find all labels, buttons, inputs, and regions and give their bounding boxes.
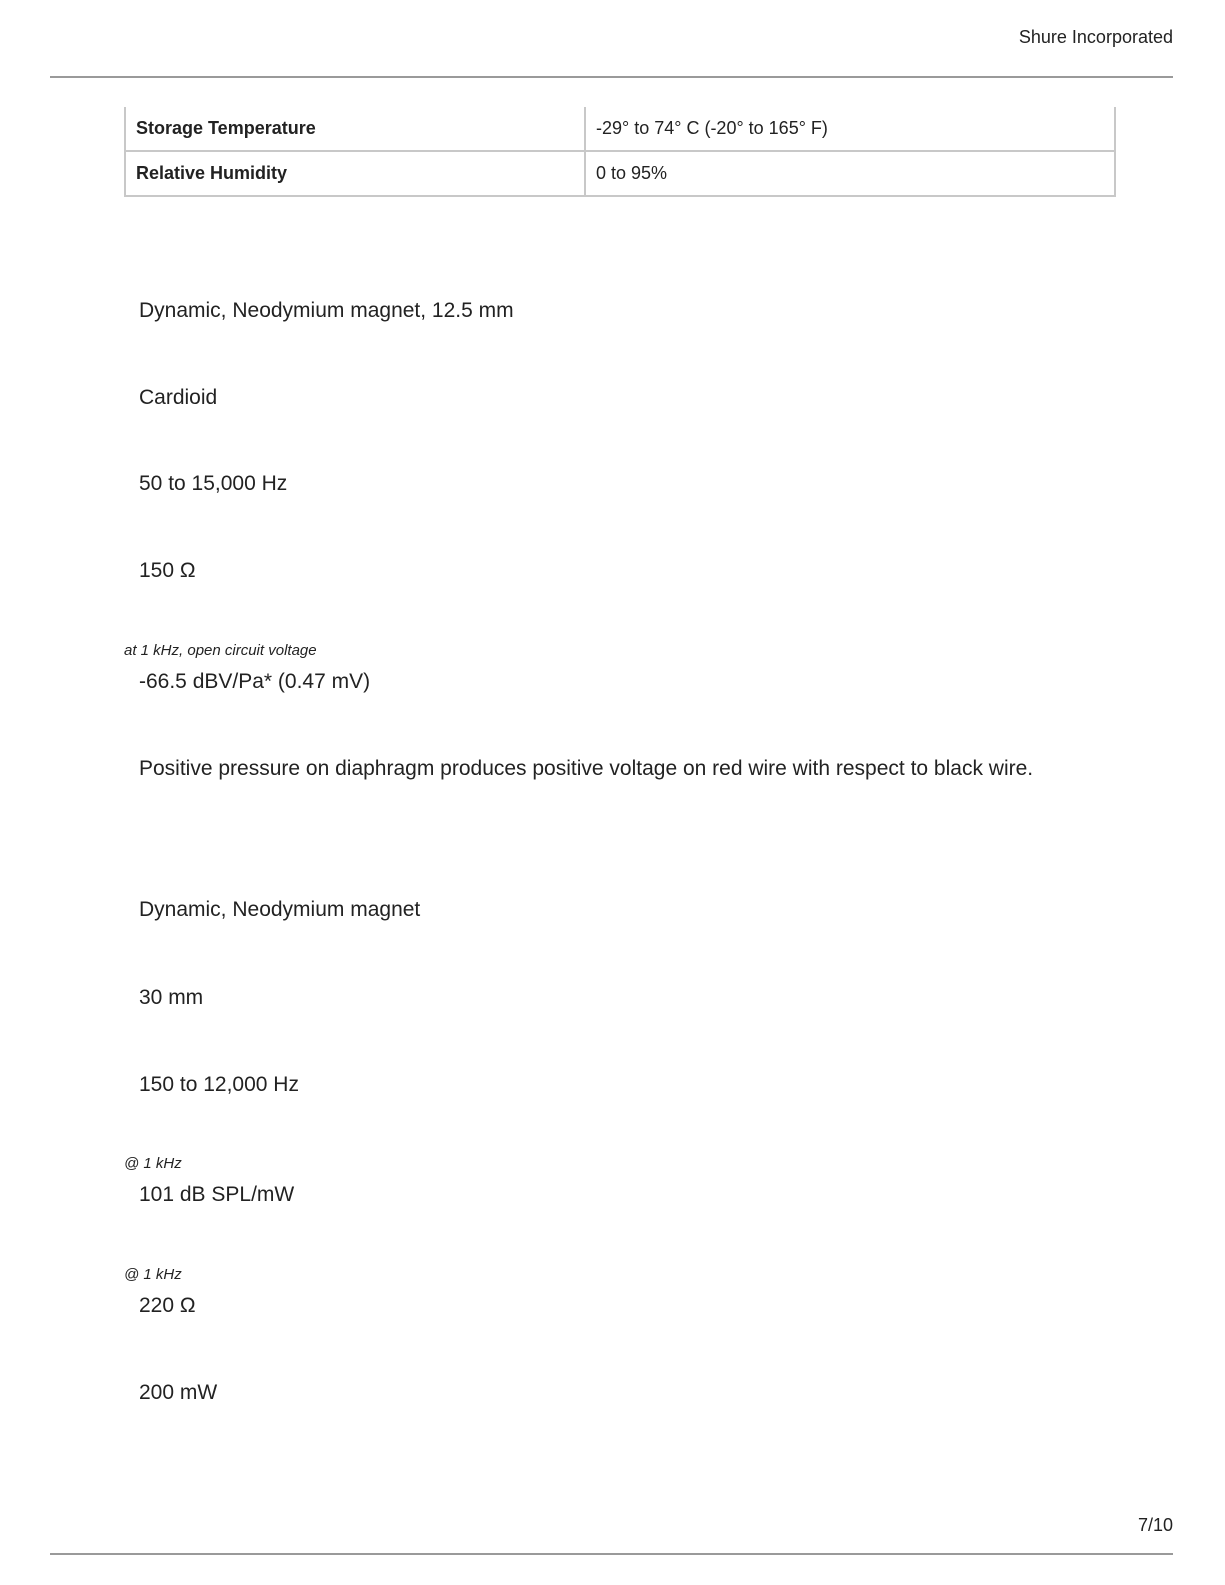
- table-cell-label: Relative Humidity: [125, 151, 585, 196]
- headphone-max-input-power: 200 mW: [139, 1381, 218, 1404]
- headphone-impedance: 220 Ω: [139, 1294, 196, 1317]
- mic-impedance: 150 Ω: [139, 559, 196, 582]
- table-cell-value: -29° to 74° C (-20° to 165° F): [585, 107, 1115, 151]
- mic-polarity: Positive pressure on diaphragm produces positive voltage on red wire with respect to black wire.: [139, 757, 1034, 780]
- table-row: [125, 107, 1115, 151]
- mic-sensitivity-note: at 1 kHz, open circuit voltage: [124, 642, 317, 659]
- table-cell-value: 0 to 95%: [585, 151, 1115, 196]
- headphone-impedance-note: @ 1 kHz: [124, 1266, 182, 1283]
- headphone-frequency-response: 150 to 12,000 Hz: [139, 1073, 299, 1096]
- mic-sensitivity: -66.5 dBV/Pa* (0.47 mV): [139, 670, 371, 693]
- headphone-driver-size: 30 mm: [139, 986, 204, 1009]
- headphone-transducer-type: Dynamic, Neodymium magnet: [139, 898, 421, 921]
- page-number: 7/10: [1137, 1515, 1173, 1535]
- mic-cartridge-type: Dynamic, Neodymium magnet, 12.5 mm: [139, 299, 514, 322]
- header-divider: [50, 76, 1173, 78]
- footer-divider: [50, 1553, 1173, 1555]
- header-company-name: Shure Incorporated: [1018, 27, 1173, 47]
- table-row: [125, 151, 1115, 196]
- headphone-sensitivity: 101 dB SPL/mW: [139, 1183, 295, 1206]
- table-cell-label: Storage Temperature: [125, 107, 585, 151]
- spec-table: [124, 107, 1116, 197]
- mic-polar-pattern: Cardioid: [139, 386, 218, 409]
- headphone-sensitivity-note: @ 1 kHz: [124, 1155, 182, 1172]
- mic-frequency-response: 50 to 15,000 Hz: [139, 472, 288, 495]
